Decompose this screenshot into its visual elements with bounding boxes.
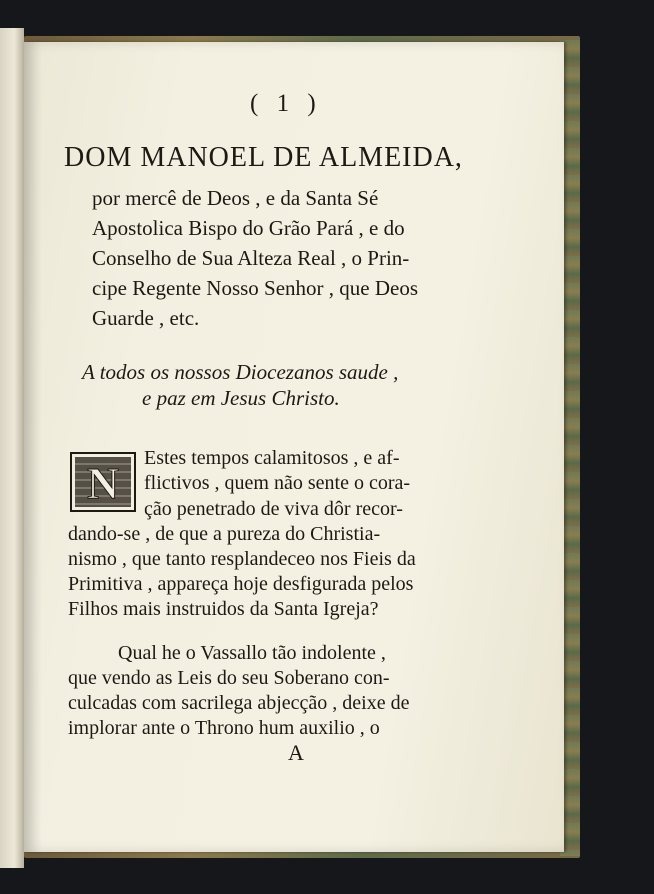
book-page: [24, 42, 564, 852]
paragraph-line: Primitiva , appareça hoje desfigurada pelos: [68, 573, 414, 595]
page-number: ( 1 ): [250, 90, 322, 117]
intro-line: cipe Regente Nosso Senhor , que Deos: [92, 276, 419, 300]
gutter-shadow: [24, 42, 42, 852]
left-cover-edge: [0, 28, 24, 868]
paragraph-line: nismo , que tanto resplandeceo nos Fieis da: [68, 548, 416, 570]
ornamental-drop-cap-icon: [70, 452, 136, 512]
page-title: DOM MANOEL DE ALMEIDA,: [64, 142, 463, 173]
paragraph-line: dando-se , de que a pureza do Christia-: [68, 523, 381, 545]
intro-line: Guarde , etc.: [92, 306, 200, 330]
paragraph-line: ção penetrado de viva dôr recor-: [144, 498, 403, 520]
paragraph-line: culcadas com sacrilega abjecção , deixe de: [68, 692, 410, 714]
salutation-line: A todos os nossos Diocezanos saude ,: [82, 360, 399, 384]
intro-line: Conselho de Sua Alteza Real , o Prin-: [92, 246, 410, 270]
paragraph-line: Estes tempos calamitosos , e af-: [144, 447, 400, 469]
drop-cap-letter: N: [87, 459, 119, 508]
paragraph-line: Qual he o Vassallo tão indolente ,: [118, 642, 386, 664]
intro-line: Apostolica Bispo do Grão Pará , e do: [92, 216, 405, 240]
paragraph-line: que vendo as Leis do seu Soberano con-: [68, 667, 390, 689]
signature-mark: A: [288, 740, 304, 765]
salutation-line: e paz em Jesus Christo.: [142, 386, 340, 410]
paragraph-line: Filhos mais instruidos da Santa Igreja?: [68, 598, 379, 620]
paragraph-line: implorar ante o Throno hum auxilio , o: [68, 717, 380, 739]
intro-line: por mercê de Deos , e da Santa Sé: [92, 186, 379, 210]
paragraph-line: flictivos , quem não sente o cora-: [144, 472, 411, 494]
